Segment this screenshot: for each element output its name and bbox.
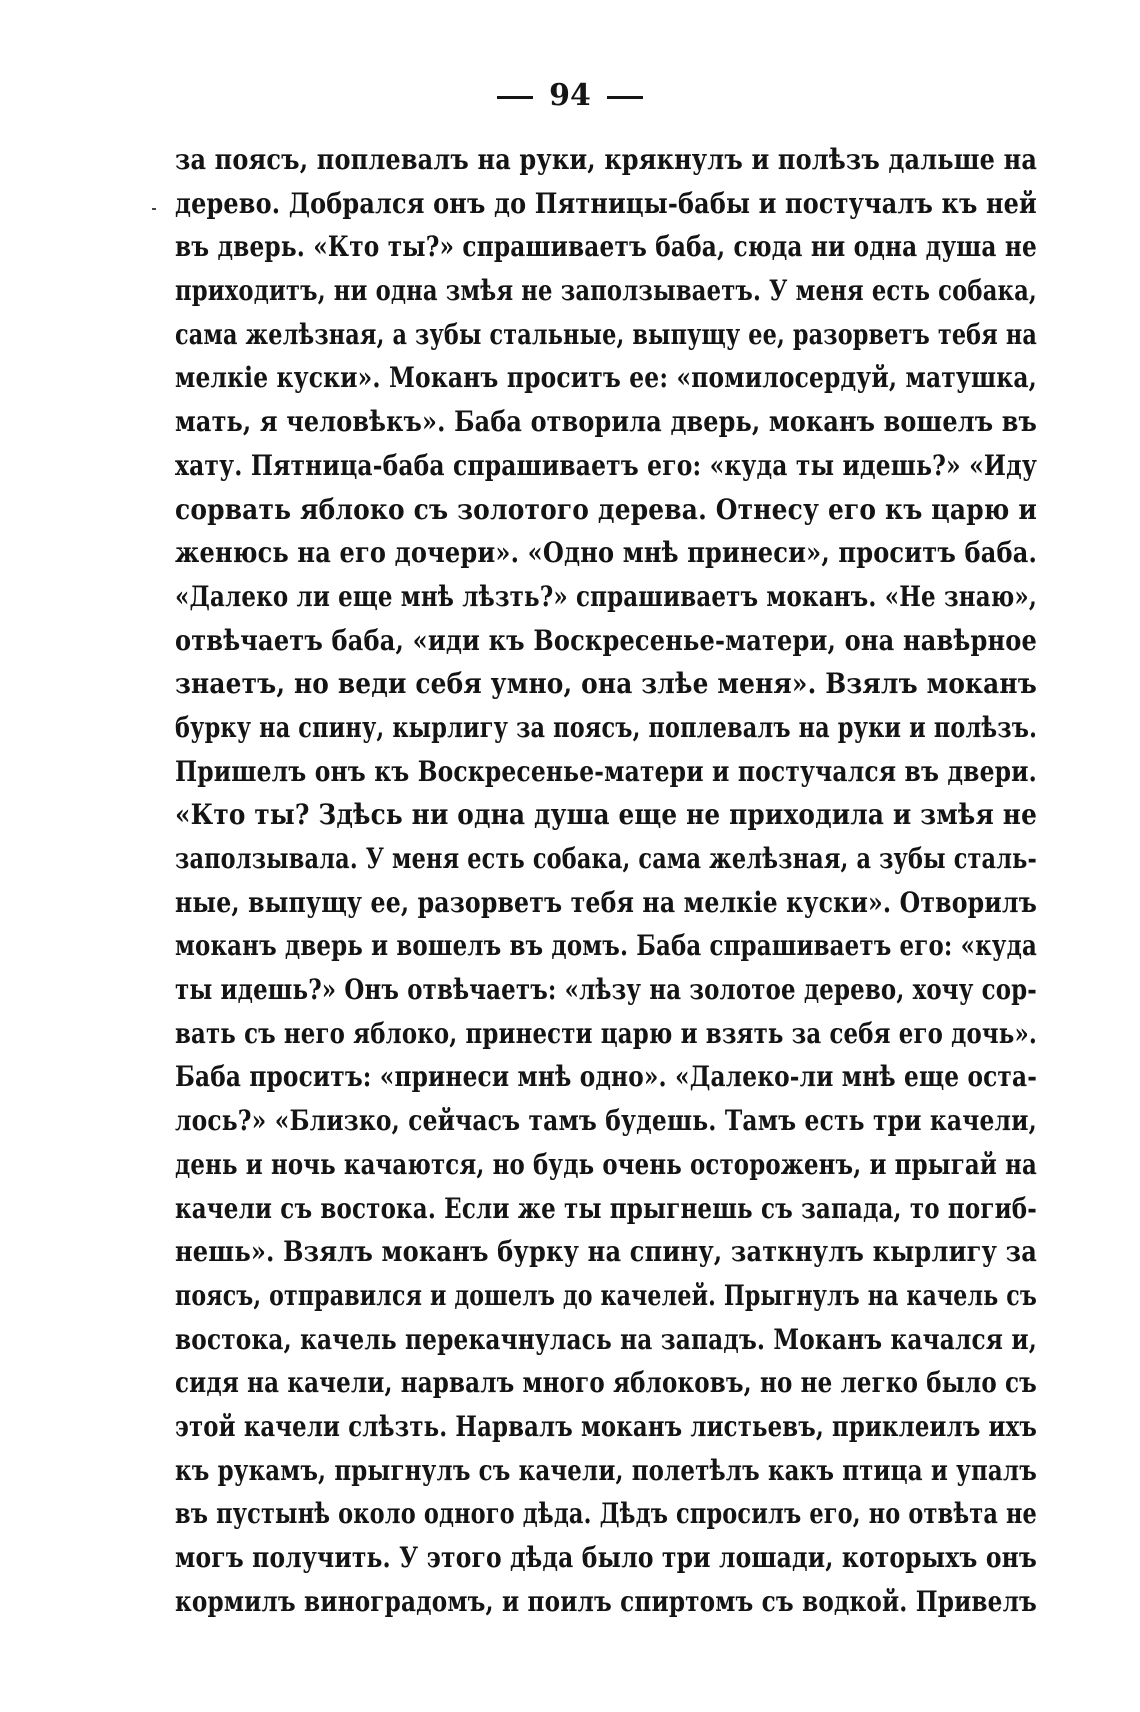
text-line: знаетъ, но веди себя умно, она злѣе меня». Взялъ моканъ: [175, 667, 1037, 701]
left-dash: [497, 96, 533, 99]
body-text: [175, 138, 1037, 1623]
text-line: лось?» «Близко, сейчасъ тамъ будешь. Тамъ есть три качели,: [175, 1104, 1037, 1138]
text-line: «Кто ты? Здѣсь ни одна душа еще не приходила и змѣя не: [175, 798, 1038, 832]
text-line: приходитъ, ни одна змѣя не заползываетъ. У меня есть собака,: [175, 274, 1037, 308]
text-line: женюсь на его дочери». «Одно мнѣ принеси», проситъ баба.: [175, 536, 1038, 570]
text-line: востока, качель перекачнулась на западъ. Моканъ качался и,: [175, 1322, 1037, 1356]
text-line: сидя на качели, нарвалъ много яблоковъ, но не легко было съ: [175, 1366, 1037, 1400]
right-dash: [607, 96, 643, 99]
text-line: вать съ него яблоко, принести царю и взять за себя его дочь».: [175, 1016, 1037, 1050]
text-line: бурку на спину, кырлигу за поясъ, поплевалъ на руки и полѣзъ.: [175, 710, 1038, 744]
text-line: нешь». Взялъ моканъ бурку на спину, заткнулъ кырлигу за: [175, 1235, 1037, 1269]
text-line: за поясъ, поплевалъ на руки, крякнулъ и полѣзъ дальше на: [175, 143, 1038, 176]
text-line: качели съ востока. Если же ты прыгнешь съ запада, то погиб-: [175, 1191, 1037, 1225]
page-number: 94: [549, 78, 591, 113]
text-line: мать, я человѣкъ». Баба отворила дверь, моканъ вошелъ въ: [175, 405, 1038, 439]
text-line: Пришелъ онъ къ Воскресенье-матери и постучался въ двери.: [175, 754, 1037, 788]
text-line: мелкіе куски». Моканъ проситъ ее: «помилосердуй, матушка,: [175, 361, 1037, 395]
text-line: кормилъ виноградомъ, и поилъ спиртомъ съ водкой. Привелъ: [175, 1584, 1037, 1618]
text-line: заползывала. У меня есть собака, сама желѣзная, а зубы сталь-: [175, 842, 1038, 875]
text-line: день и ночь качаются, но будь очень остороженъ, и прыгай на: [175, 1147, 1037, 1181]
text-line: ты идешь?» Онъ отвѣчаетъ: «лѣзу на золотое дерево, хочу сор-: [175, 973, 1037, 1007]
text-line: дерево. Добрался онъ до Пятницы-бабы и постучалъ къ ней: [175, 186, 1037, 220]
page-number-header: [0, 74, 1140, 118]
text-line: къ рукамъ, прыгнулъ съ качели, полетѣлъ какъ птица и упалъ: [175, 1453, 1037, 1487]
text-line: Баба проситъ: «принеси мнѣ одно». «Далеко-ли мнѣ еще оста-: [175, 1060, 1038, 1094]
text-line: могъ получить. У этого дѣда было три лошади, которыхъ онъ: [175, 1541, 1037, 1574]
text-line: сорвать яблоко съ золотого дерева. Отнесу его къ царю и: [175, 492, 1037, 526]
text-line: хату. Пятница-баба спрашиваетъ его: «куда ты идешь?» «Иду: [175, 448, 1037, 482]
text-line: въ пустынѣ около одного дѣда. Дѣдъ спросилъ его, но отвѣта не: [175, 1497, 1037, 1531]
text-line: сама желѣзная, а зубы стальные, выпущу ее, разорветъ тебя на: [175, 317, 1037, 351]
text-line: моканъ дверь и вошелъ въ домъ. Баба спрашиваетъ его: «куда: [175, 929, 1038, 963]
margin-mark: [152, 208, 156, 210]
text-line: въ дверь. «Кто ты?» спрашиваетъ баба, сюда ни одна душа не: [175, 230, 1037, 264]
text-line: этой качели слѣзть. Нарвалъ моканъ листьевъ, приклеилъ ихъ: [175, 1409, 1037, 1443]
text-line: поясъ, отправился и дошелъ до качелей. Прыгнулъ на качель съ: [175, 1278, 1037, 1312]
text-line: «Далеко ли еще мнѣ лѣзть?» спрашиваетъ моканъ. «Не знаю»,: [175, 579, 1038, 613]
text-line: отвѣчаетъ баба, «иди къ Воскресенье-матери, она навѣрное: [175, 623, 1037, 657]
text-line: ные, выпущу ее, разорветъ тебя на мелкіе куски». Отворилъ: [175, 885, 1037, 919]
